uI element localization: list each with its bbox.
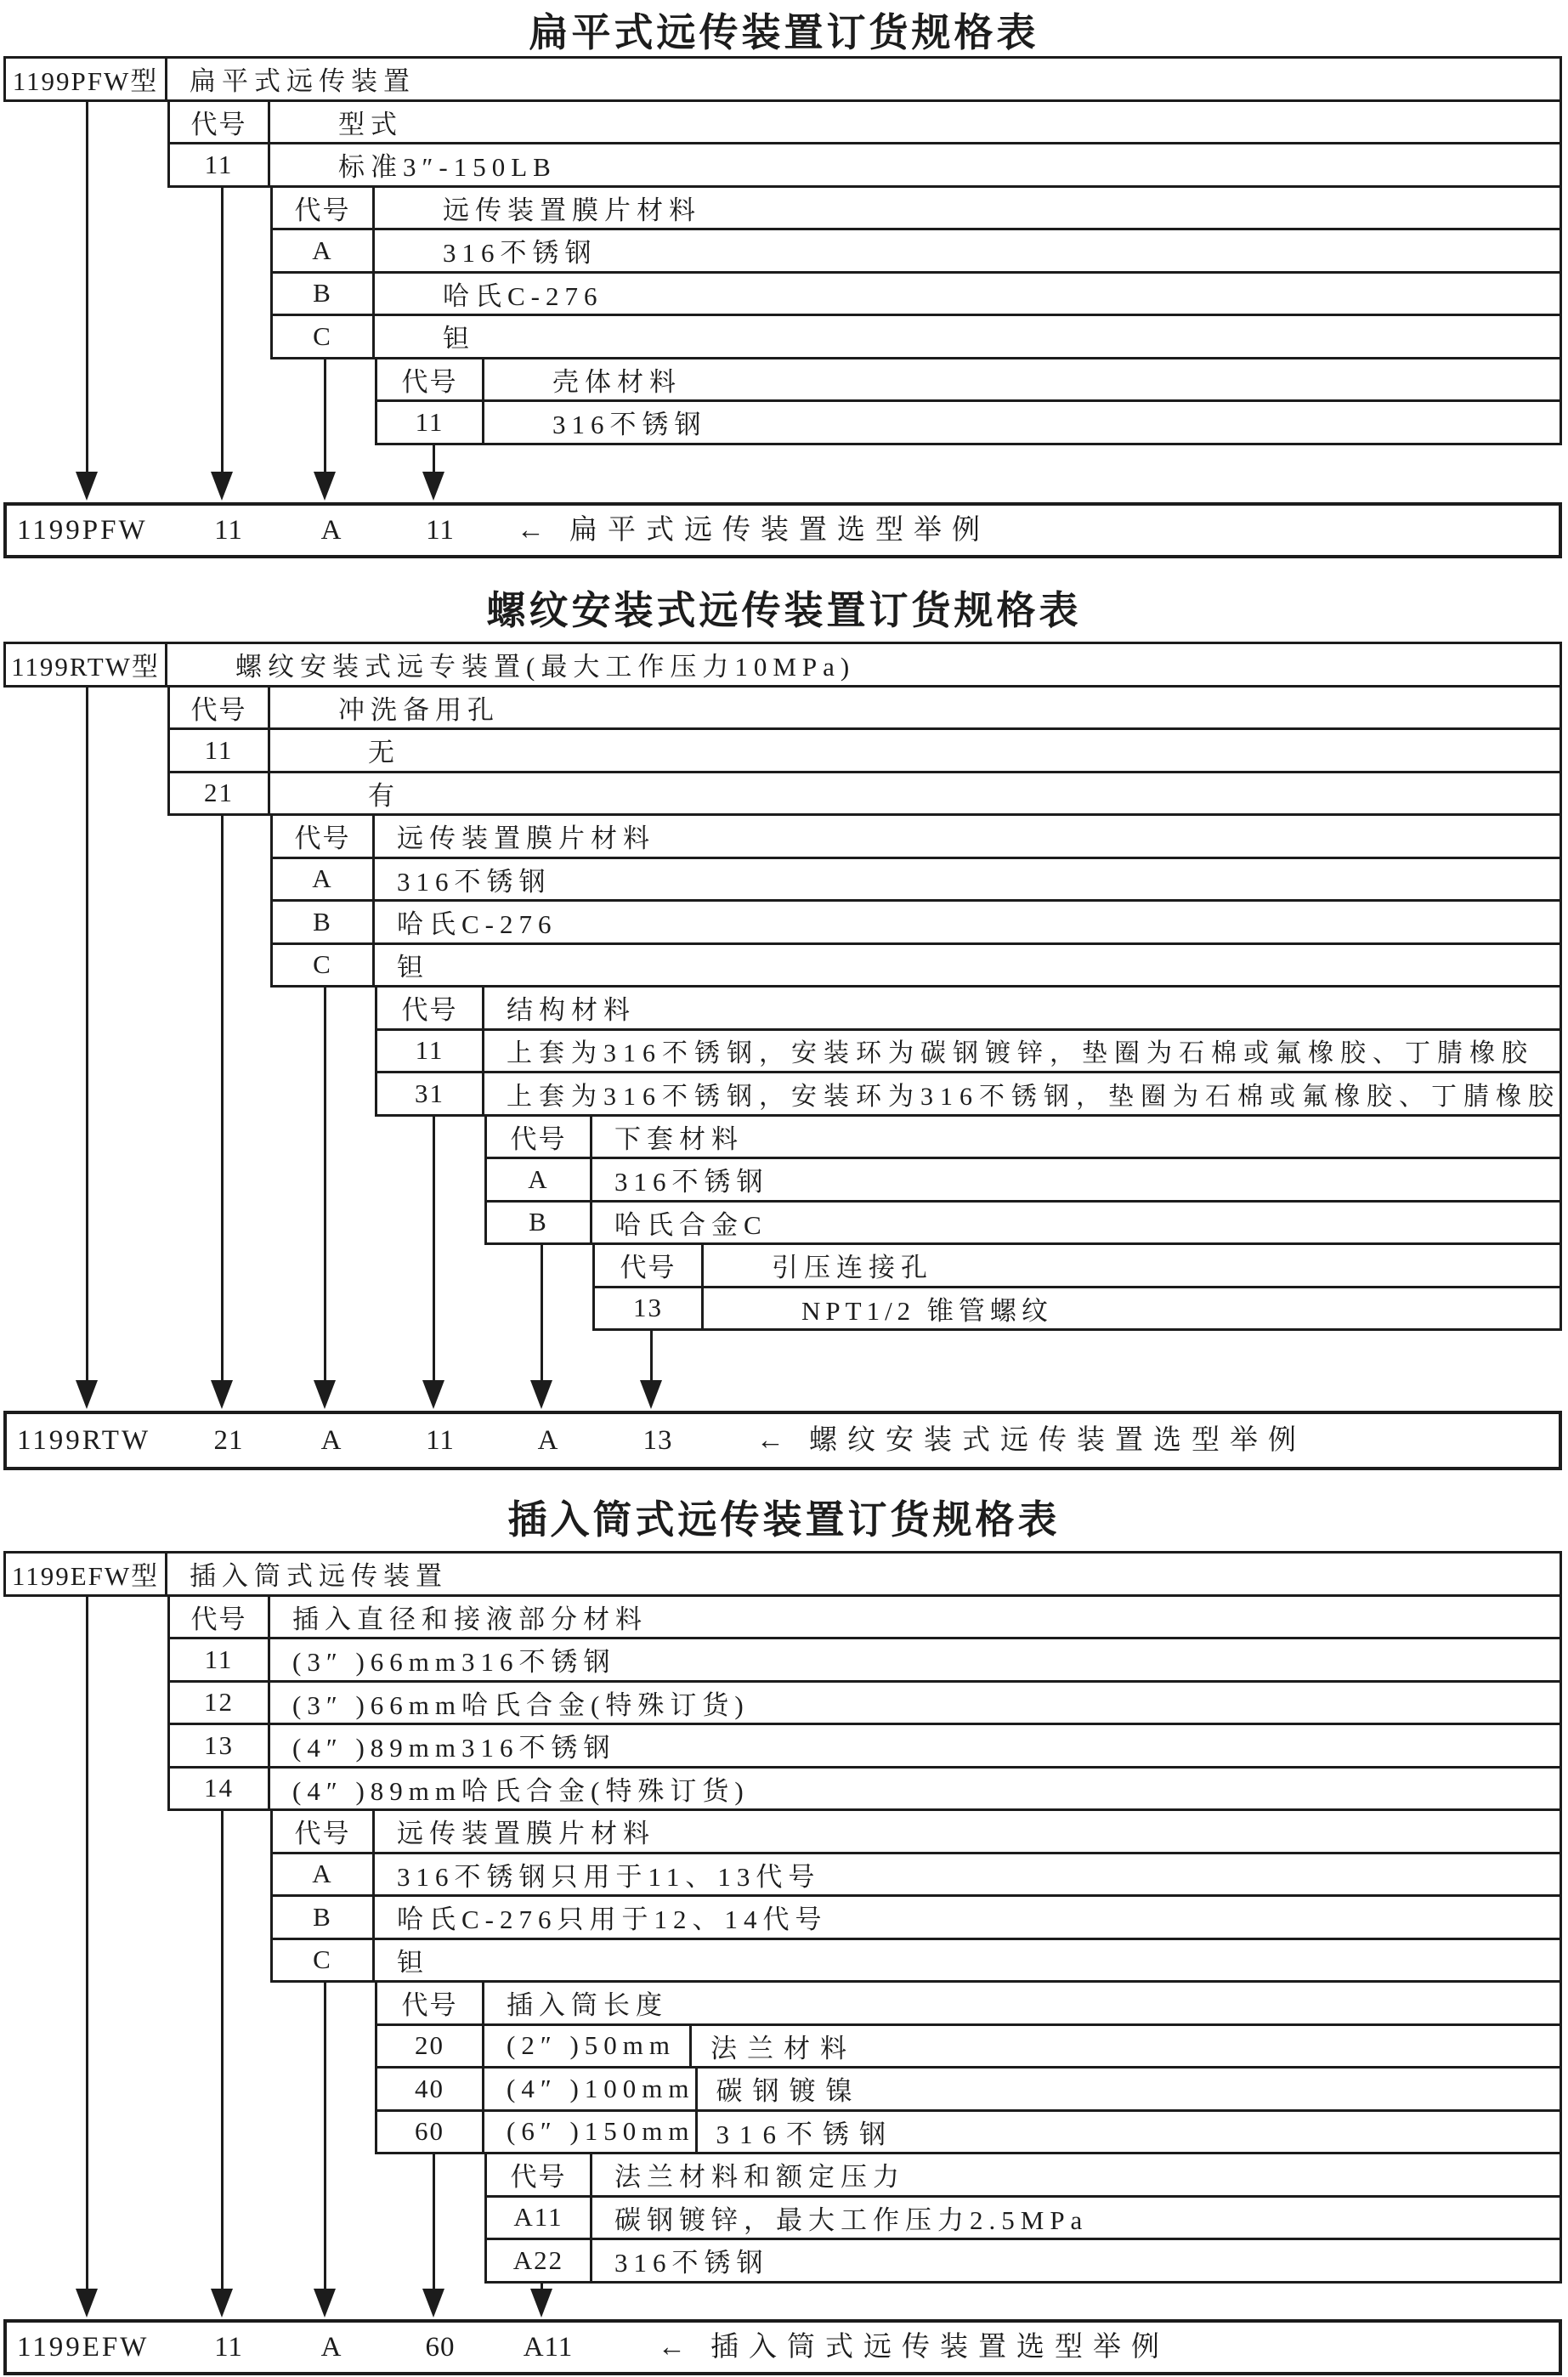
example-code: A [537,1425,559,1456]
row-desc-cell: (6″ )150mm [507,2116,695,2147]
row-desc-cell: 插入筒式远传装置 [190,1561,448,1592]
example-code: 60 [425,2332,456,2363]
spec-row [270,1938,1562,1984]
example-code: 11 [214,515,243,546]
row-desc-cell: (3″ )66mm哈氏合金(特殊订货) [292,1689,750,1720]
row-desc-cell: 316不锈钢 [397,866,552,897]
flow-arrow-line [324,985,326,1385]
row-desc-cell: 哈氏合金C [614,1209,767,1240]
row-code-cell: C [273,945,375,986]
row-desc-cell: 螺纹安装式远专装置(最大工作压力10MPa) [235,652,856,682]
flow-arrow-line [433,1114,435,1386]
down-arrow-icon [211,472,233,501]
row-code-cell: 11 [377,1031,484,1072]
row-desc-cell: 哈氏C-276 [443,280,603,311]
row-desc-cell: 扁平式远传装置 [190,66,416,97]
row-desc-cell: 插入直径和接液部分材料 [292,1604,648,1634]
row-code-cell: 代号 [377,359,484,400]
row-desc-cell: 冲洗备用孔 [338,694,500,725]
row-code-cell: 12 [170,1683,270,1723]
row-code-cell: 代号 [273,188,375,229]
row-code-cell: A11 [487,2198,592,2238]
spec-row [592,1286,1562,1332]
spec-row [484,1114,1562,1160]
spec-row [3,56,1562,102]
flow-arrow-line [86,1594,88,2295]
down-arrow-icon [530,1380,552,1409]
row-code-cell: C [273,316,375,357]
example-code: A [320,1425,342,1456]
spec-row [375,2066,1562,2112]
flow-arrow-line [541,1242,543,1385]
example-row [3,502,1562,558]
left-arrow-icon: ← [658,2332,686,2363]
spec-row [375,399,1562,445]
row-desc-cell: 壳体材料 [552,366,682,397]
row-desc-cell: 结构材料 [507,995,636,1026]
row-code-cell: C [273,1940,375,1981]
example-code: 11 [426,1425,455,1456]
row-desc-cell: 标准3″-150LB [338,152,557,183]
row-code-cell: 1199PFW型 [6,59,167,99]
spec-row [270,1808,1562,1854]
row-desc-cell: (3″ )66mm316不锈钢 [292,1647,616,1678]
down-arrow-icon [422,2289,444,2318]
spec-row [3,1551,1562,1597]
spec-row [167,1637,1562,1683]
spec-row [375,1028,1562,1074]
table-title: 螺纹安装式远传装置订货规格表 [486,589,1082,632]
example-code: 11 [426,515,455,546]
example-code: 13 [642,1425,673,1456]
row-desc-cell: 法兰材料和额定压力 [614,2162,905,2193]
flow-arrow-line [433,2152,435,2294]
row-code-cell: 代号 [487,1117,592,1157]
row-desc-cell: 钽 [397,1947,429,1978]
row-desc-cell: (4″ )89mm哈氏合金(特殊订货) [292,1775,750,1806]
row-code-cell: 11 [377,402,484,443]
example-label: 螺纹安装式远传装置选型举例 [809,1425,1306,1456]
row-desc-cell: (4″ )89mm316不锈钢 [292,1733,616,1763]
table-title: 插入筒式远传装置订货规格表 [507,1498,1061,1542]
spec-row [484,1157,1562,1203]
spec-row [270,228,1562,274]
example-code: 11 [214,2332,243,2363]
down-arrow-icon [530,2289,552,2318]
spec-row [375,1980,1562,2026]
row-desc-cell: 钽 [443,324,475,354]
flow-arrow-line [221,1808,224,2294]
spec-row [3,642,1562,688]
spec-row [270,813,1562,859]
left-arrow-icon: ← [756,1425,784,1456]
row-code-cell: 1199EFW型 [6,1554,167,1594]
flow-arrow-line [221,185,224,478]
row-desc-cell: 下套材料 [614,1123,744,1154]
down-arrow-icon [314,2289,336,2318]
row-code-cell: A [273,230,375,271]
row-desc-cell: 无 [368,738,400,768]
row-code-cell: 60 [377,2112,484,2153]
row-code-cell: B [273,902,375,942]
spec-row [592,1242,1562,1288]
row-desc-cell: (2″ )50mm [507,2030,676,2061]
down-arrow-icon [76,472,98,501]
row-code-cell: 代号 [170,1597,270,1638]
row-code-cell: 1199RTW型 [6,644,167,685]
row-desc-cell: 上套为316不锈钢，安装环为碳钢镀锌，垫圈为石棉或氟橡胶、丁腈橡胶 [507,1039,1534,1068]
down-arrow-icon [211,2289,233,2318]
spec-row [484,2195,1562,2241]
row-desc-cell: 碳钢镀锌，最大工作压力2.5MPa [614,2204,1089,2235]
table-title: 扁平式远传装置订货规格表 [529,11,1039,54]
row-extra-cell: 法兰材料 [689,2026,1560,2067]
row-code-cell: 20 [377,2026,484,2067]
down-arrow-icon [314,472,336,501]
down-arrow-icon [422,472,444,501]
spec-row [270,271,1562,317]
down-arrow-icon [211,1380,233,1409]
row-code-cell: 31 [377,1073,484,1114]
row-desc-cell: (4″ )100mm [507,2073,695,2103]
row-code-cell: 21 [170,773,270,814]
row-code-cell: 代号 [170,102,270,143]
spec-row [167,1766,1562,1812]
row-desc-cell: 型式 [338,109,403,139]
row-desc-cell: 有 [368,780,400,811]
row-desc-cell: 316不锈钢 [614,2248,769,2278]
example-label: 插入筒式远传装置选型举例 [710,2332,1169,2363]
row-desc-cell: 上套为316不锈钢，安装环为316不锈钢，垫圈为石棉或氟橡胶、丁腈橡胶 [507,1082,1560,1111]
row-code-cell: 11 [170,1639,270,1680]
row-code-cell: 代号 [377,1983,484,2023]
example-row [3,1411,1562,1470]
spec-row [270,1894,1562,1940]
example-label: 扁平式远传装置选型举例 [569,515,990,546]
row-code-cell: A [487,1159,592,1200]
example-model: 1199RTW [17,1425,151,1456]
spec-row [484,2152,1562,2198]
row-code-cell: B [273,1897,375,1938]
row-code-cell: 40 [377,2069,484,2109]
row-code-cell: A22 [487,2240,592,2281]
row-code-cell: B [487,1203,592,1243]
spec-row [270,1852,1562,1898]
spec-row [167,1594,1562,1640]
row-desc-cell: 316不锈钢只用于11、13代号 [397,1861,821,1892]
down-arrow-icon [76,1380,98,1409]
spec-row [167,727,1562,773]
example-code: A [320,515,342,546]
spec-row [484,2238,1562,2284]
spec-row [270,857,1562,903]
spec-row [167,142,1562,188]
spec-row [270,314,1562,359]
down-arrow-icon [422,1380,444,1409]
row-desc-cell: 远传装置膜片材料 [397,1819,655,1849]
left-arrow-icon: ← [517,515,545,546]
flow-arrow-line [324,1980,326,2294]
flow-arrow-line [324,357,326,478]
row-code-cell: B [273,274,375,314]
row-desc-cell: 插入筒长度 [507,1990,668,2021]
row-code-cell: 代号 [273,1811,375,1852]
row-desc-cell: 316不锈钢 [443,238,597,269]
flow-arrow-line [221,813,224,1385]
spec-row [375,1071,1562,1117]
spec-row [167,1680,1562,1726]
row-code-cell: 14 [170,1769,270,1809]
row-code-cell: 代号 [377,988,484,1028]
row-extra-cell: 316不锈钢 [695,2112,1560,2153]
spec-row [484,1200,1562,1246]
spec-row [270,899,1562,945]
flow-arrow-line [650,1328,653,1385]
spec-row [167,99,1562,145]
down-arrow-icon [314,1380,336,1409]
row-desc-cell: 哈氏C-276只用于12、14代号 [397,1904,828,1935]
example-code: 21 [213,1425,244,1456]
row-code-cell: 代号 [170,688,270,728]
spec-row [270,942,1562,988]
row-desc-cell: 远传装置膜片材料 [397,823,655,854]
row-code-cell: 代号 [273,816,375,857]
row-code-cell: 代号 [595,1245,704,1286]
row-extra-cell: 碳钢镀镍 [695,2069,1560,2109]
spec-row [375,2109,1562,2155]
spec-row [375,357,1562,403]
row-desc-cell: 引压连接孔 [772,1253,933,1283]
row-code-cell: 13 [595,1288,704,1329]
spec-row [167,1723,1562,1769]
row-code-cell: 13 [170,1725,270,1766]
down-arrow-icon [640,1380,662,1409]
spec-row [270,185,1562,231]
example-code: A11 [523,2332,574,2363]
spec-row [375,985,1562,1031]
row-code-cell: 代号 [487,2154,592,2195]
row-code-cell: A [273,1854,375,1895]
spec-row [167,685,1562,731]
row-desc-cell: 远传装置膜片材料 [443,195,701,225]
example-model: 1199EFW [17,2332,150,2363]
row-desc-cell: 316不锈钢 [614,1167,769,1197]
flow-arrow-line [86,99,88,478]
flow-arrow-line [86,685,88,1386]
spec-row [167,771,1562,817]
row-desc-cell: NPT1/2 锥管螺纹 [801,1295,1053,1326]
down-arrow-icon [76,2289,98,2318]
row-desc-cell: 钽 [397,952,429,982]
example-row [3,2319,1562,2375]
example-model: 1199PFW [17,515,148,546]
row-code-cell: A [273,859,375,900]
row-desc-cell: 316不锈钢 [552,410,707,440]
spec-row [375,2023,1562,2069]
row-code-cell: 11 [170,144,270,185]
row-desc-cell: 哈氏C-276 [397,909,558,940]
example-code: A [320,2332,342,2363]
row-code-cell: 11 [170,730,270,771]
